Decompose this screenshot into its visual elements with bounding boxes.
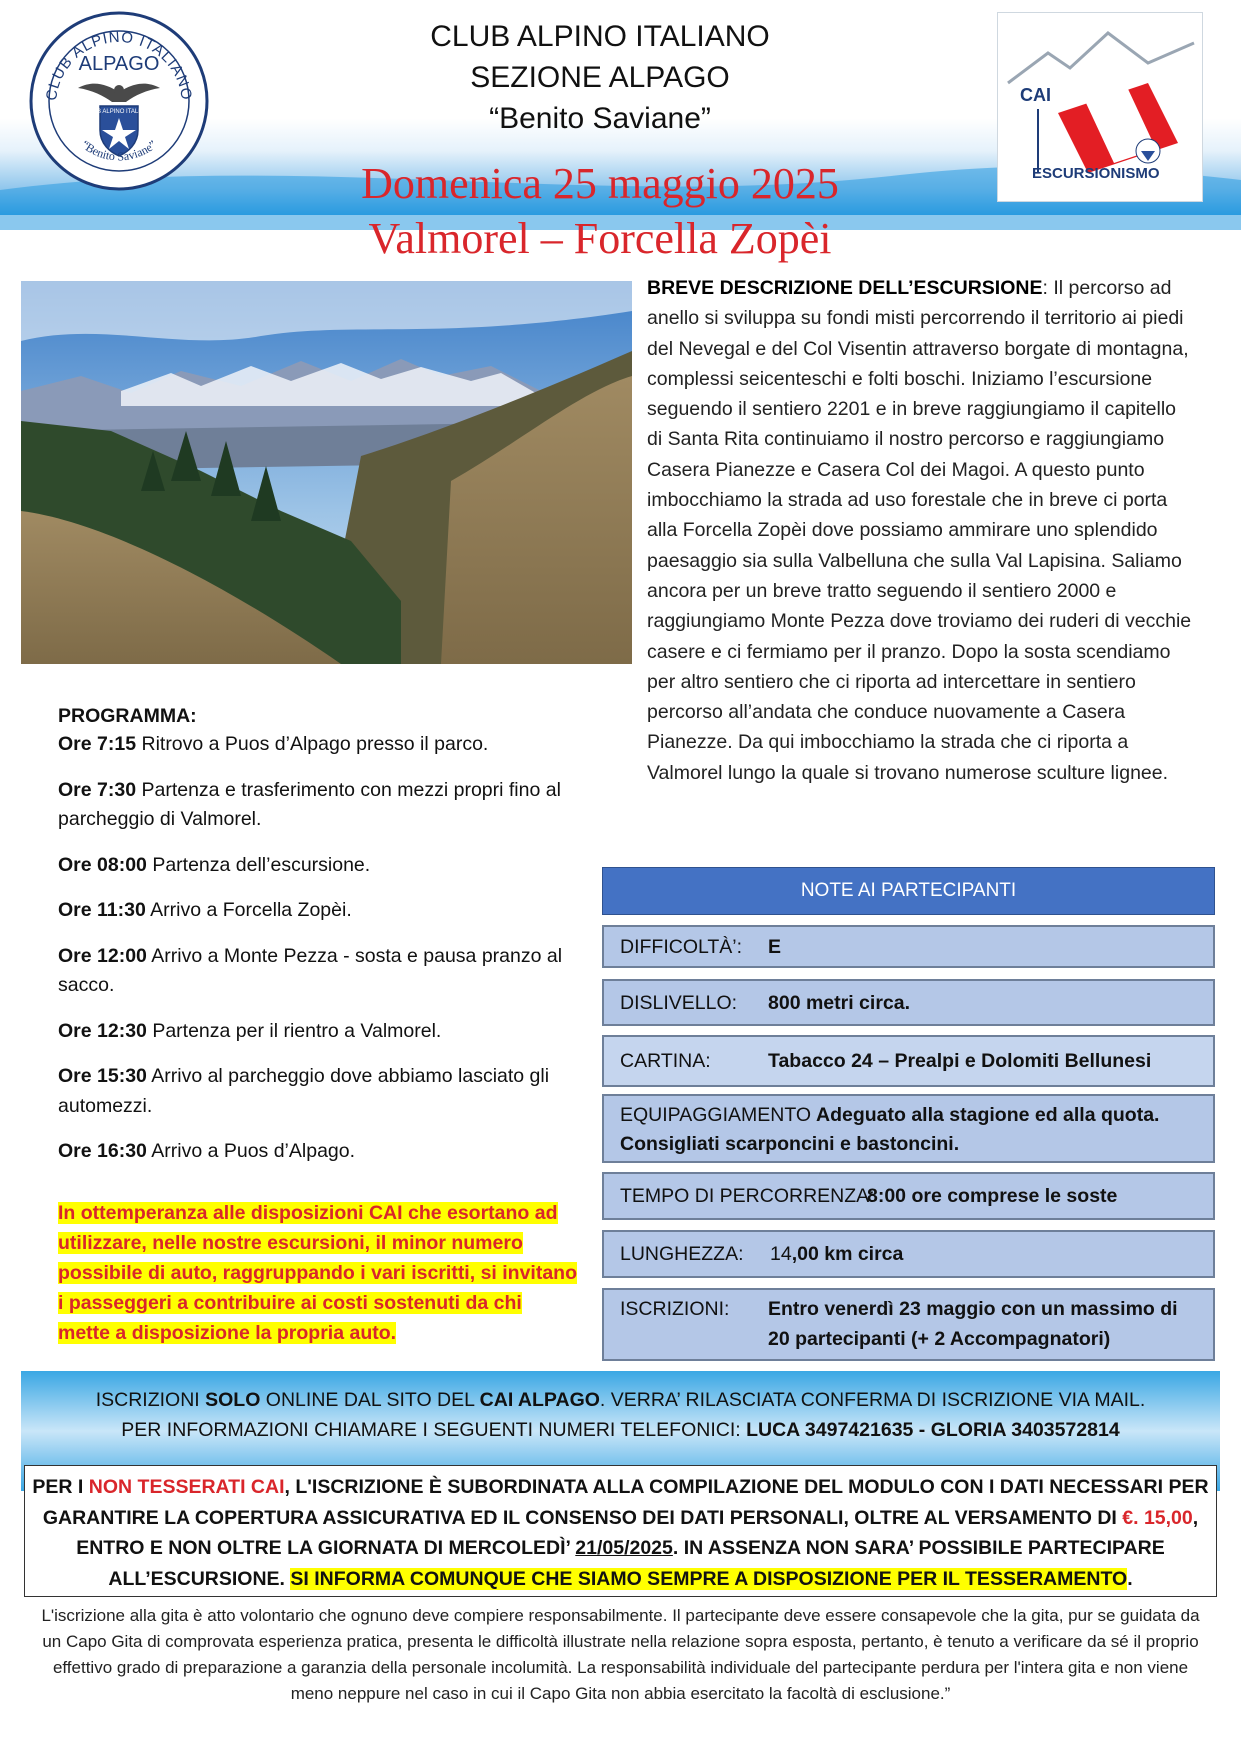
info-text-bold: SOLO xyxy=(205,1389,261,1411)
programma-text: Arrivo al parcheggio dove abbiamo lasciato gli automezzi. xyxy=(58,1065,550,1117)
note-label: TEMPO DI PERCORRENZA: xyxy=(620,1185,875,1207)
note-dislivello xyxy=(602,979,1215,1026)
logo-cai-text: CAI xyxy=(1020,85,1051,105)
note-label: CARTINA: xyxy=(620,1050,711,1072)
excursion-description xyxy=(647,273,1192,788)
info-text-bold: CAI ALPAGO xyxy=(479,1389,600,1411)
note-iscrizioni xyxy=(602,1288,1215,1361)
event-date: Domenica 25 maggio 2025 xyxy=(361,159,839,208)
info-text: . VERRA’ RILASCIATA CONFERMA DI ISCRIZIONE VIA MAIL. xyxy=(599,1389,1146,1411)
carpool-notice xyxy=(58,1198,578,1348)
notice-highlight-red: NON TESSERATI CAI xyxy=(88,1476,285,1498)
programma-section xyxy=(58,702,578,1183)
programma-text: Arrivo a Forcella Zopèi. xyxy=(145,899,352,921)
cai-escursionismo-logo xyxy=(997,12,1203,202)
info-text: ONLINE DAL SITO DEL xyxy=(260,1389,480,1411)
notice-text: . xyxy=(1127,1567,1133,1590)
programma-text: Partenza e trasferimento con mezzi propri fino al parcheggio di Valmorel. xyxy=(58,778,561,830)
note-value-unit: ,00 km circa xyxy=(791,1243,904,1265)
programma-time: Ore 15:30 xyxy=(58,1065,147,1087)
notice-text: . IN ASSENZA NON SARA’ POSSIBILE PARTECIPARE ALL’ESCURSIONE. xyxy=(108,1537,1165,1590)
info-text: PER INFORMAZIONI CHIAMARE I SEGUENTI NUMERI TELEFONICI: xyxy=(121,1419,747,1441)
programma-text: Arrivo a Puos d’Alpago. xyxy=(146,1140,356,1162)
programma-time: Ore 12:30 xyxy=(58,1019,147,1042)
liability-disclaimer: L'iscrizione alla gita è atto volontario che ognuno deve compiere responsabilmente. Il partecipante deve essere consapevole che la gita, pur se guidata da un Capo Gita di comprovata esperienza pratica, presenta le difficoltà illustrate nella relazione sopra esposta, pertanto, è tenuto a verificare da sé il proprio effettivo grado di preparazione a garanzia della personale incolumità. La responsabilità individuale del partecipante perdura per l'intera gita e non viene meno neppure nel caso in cui il Capo Gita non abbia esercitato la facoltà di esclusione.” xyxy=(41,1606,1200,1703)
description-text: : Il percorso ad anello si sviluppa su fondi misti percorrendo il territorio ai piedi del Nevegal e del Col Visentin attraverso borgate di montagna, complessi seicenteschi e folti boschi. Iniziamo l’escursione seguendo il sentiero 2201 e in breve raggiungiamo il capitello di Santa Rita continuiamo il nostro percorso e raggiungiamo Casera Pianezze e Casera Col dei Magoi. A questo punto imbocchiamo la strada ad uso forestale che in breve ci porta alla Forcella Zopèi dove possiamo ammirare uno splendido paesaggio sia sulla Valbelluna che sulla Val Lapisina. Saliamo ancora per un breve tratto seguendo il sentiero 2000 e raggiungiamo Monte Pezza dove troviamo dei ruderi di vecchie casere e ci fermiamo per il pranzo. Dopo la sosta scendiamo per altro sentiero che ci riporta ad intercettare in sentiero percorso all’andata che conduce nuovamente a Casera Pianezze. Da qui imbocchiamo la strada che ci riporta a Valmorel lungo la quale si trovano numerose sculture lignee. xyxy=(647,277,1192,784)
registration-info-line xyxy=(21,1389,1220,1412)
programma-item xyxy=(58,730,578,760)
logo-center-text: ALPAGO xyxy=(78,53,160,75)
logo-escursionismo-text: ESCURSIONISMO xyxy=(1032,165,1160,182)
note-label: DIFFICOLTÀ’: xyxy=(620,936,743,958)
contact-numbers: LUCA 3497421635 - GLORIA 3403572814 xyxy=(746,1419,1120,1441)
description-heading: BREVE DESCRIZIONE DELL’ESCURSIONE xyxy=(647,277,1043,299)
programma-item xyxy=(58,776,578,835)
programma-time: Ore 7:15 xyxy=(58,733,137,755)
programma-time: Ore 12:00 xyxy=(58,944,147,967)
programma-text: Ritrovo a Puos d’Alpago presso il parco. xyxy=(136,733,489,755)
fee-amount: €. 15,00 xyxy=(1122,1506,1193,1529)
note-cartina xyxy=(602,1035,1215,1087)
programma-item xyxy=(58,1137,578,1167)
logo-inner-text: CLUB ALPINO ITALIANO xyxy=(85,109,153,115)
deadline-date: 21/05/2025 xyxy=(575,1537,673,1559)
notice-text: , L'ISCRIZIONE È SUBORDINATA ALLA COMPILAZIONE DEL MODULO CON I DATI NECESSARI PER GARANTIRE LA COPERTURA ASSICURATIVA ED IL CONSENSO DEI DATI PERSONALI, OLTRE AL VERSAMENTO DI xyxy=(42,1476,1209,1529)
programma-item xyxy=(58,896,578,926)
contact-info-line xyxy=(21,1419,1220,1442)
notice-text: , ENTRO E NON OLTRE LA GIORNATA DI MERCOLEDÌ’ xyxy=(76,1506,1199,1559)
section-name: SEZIONE ALPAGO xyxy=(470,61,730,94)
programma-time: Ore 08:00 xyxy=(58,853,147,876)
cai-alpago-logo xyxy=(28,10,210,192)
programma-item xyxy=(58,1062,578,1121)
programma-title: PROGRAMMA: xyxy=(58,705,197,727)
note-value: Entro venerdì 23 maggio con un massimo di xyxy=(768,1298,1178,1320)
note-value: E xyxy=(768,936,782,958)
programma-item xyxy=(58,942,578,1001)
note-value: Consigliati scarponcini e bastoncini. xyxy=(620,1133,960,1155)
section-dedication: “Benito Saviane” xyxy=(489,102,711,135)
notice-highlight-yellow: SI INFORMA COMUNQUE CHE SIAMO SEMPRE A DISPOSIZIONE PER IL TESSERAMENTO xyxy=(290,1567,1128,1590)
note-lunghezza xyxy=(602,1230,1215,1278)
notes-header: NOTE AI PARTECIPANTI xyxy=(602,867,1215,915)
programma-time: Ore 11:30 xyxy=(58,899,146,921)
landscape-photo xyxy=(21,281,632,664)
event-route: Valmorel – Forcella Zopèi xyxy=(368,214,832,263)
note-value-number: 14 xyxy=(770,1243,792,1265)
carpool-notice-text: In ottemperanza alle disposizioni CAI che esortano ad utilizzare, nelle nostre escursioni, il minor numero possibile di auto, raggruppando i vari iscritti, si invitano i passeggeri a contribuire ai costi sostenuti da chi mette a disposizione la propria auto. xyxy=(58,1202,577,1344)
programma-time: Ore 7:30 xyxy=(58,778,137,801)
note-label: EQUIPAGGIAMENTO xyxy=(620,1104,812,1126)
note-equipaggiamento xyxy=(602,1094,1215,1163)
note-value xyxy=(770,1243,903,1266)
note-label: ISCRIZIONI: xyxy=(620,1298,730,1320)
note-value: 8:00 ore comprese le soste xyxy=(867,1185,1118,1207)
programma-text: Arrivo a Monte Pezza - sosta e pausa pranzo al sacco. xyxy=(58,944,563,996)
programma-time: Ore 16:30 xyxy=(58,1140,147,1162)
note-value: Adeguato alla stagione ed alla quota. xyxy=(816,1104,1160,1126)
programma-text: Partenza dell’escursione. xyxy=(146,853,371,876)
logo-bottom-text: “Benito Saviane” xyxy=(78,137,160,164)
programma-text: Partenza per il rientro a Valmorel. xyxy=(146,1019,442,1042)
notice-text: PER I xyxy=(32,1476,89,1498)
note-tempo xyxy=(602,1172,1215,1220)
note-value: 800 metri circa. xyxy=(768,992,911,1014)
programma-item xyxy=(58,851,578,881)
info-text: ISCRIZIONI xyxy=(95,1389,206,1411)
note-value: Tabacco 24 – Prealpi e Dolomiti Bellunesi xyxy=(768,1050,1152,1072)
non-members-notice xyxy=(24,1465,1217,1597)
logo-ring-text: CLUB ALPINO ITALIANO xyxy=(42,28,196,102)
note-value: 20 partecipanti (+ 2 Accompagnatori) xyxy=(768,1328,1111,1350)
note-difficolta xyxy=(602,925,1215,968)
club-name: CLUB ALPINO ITALIANO xyxy=(430,20,770,53)
note-label: DISLIVELLO: xyxy=(620,992,738,1014)
note-label: LUNGHEZZA: xyxy=(620,1243,744,1265)
programma-item xyxy=(58,1017,578,1047)
